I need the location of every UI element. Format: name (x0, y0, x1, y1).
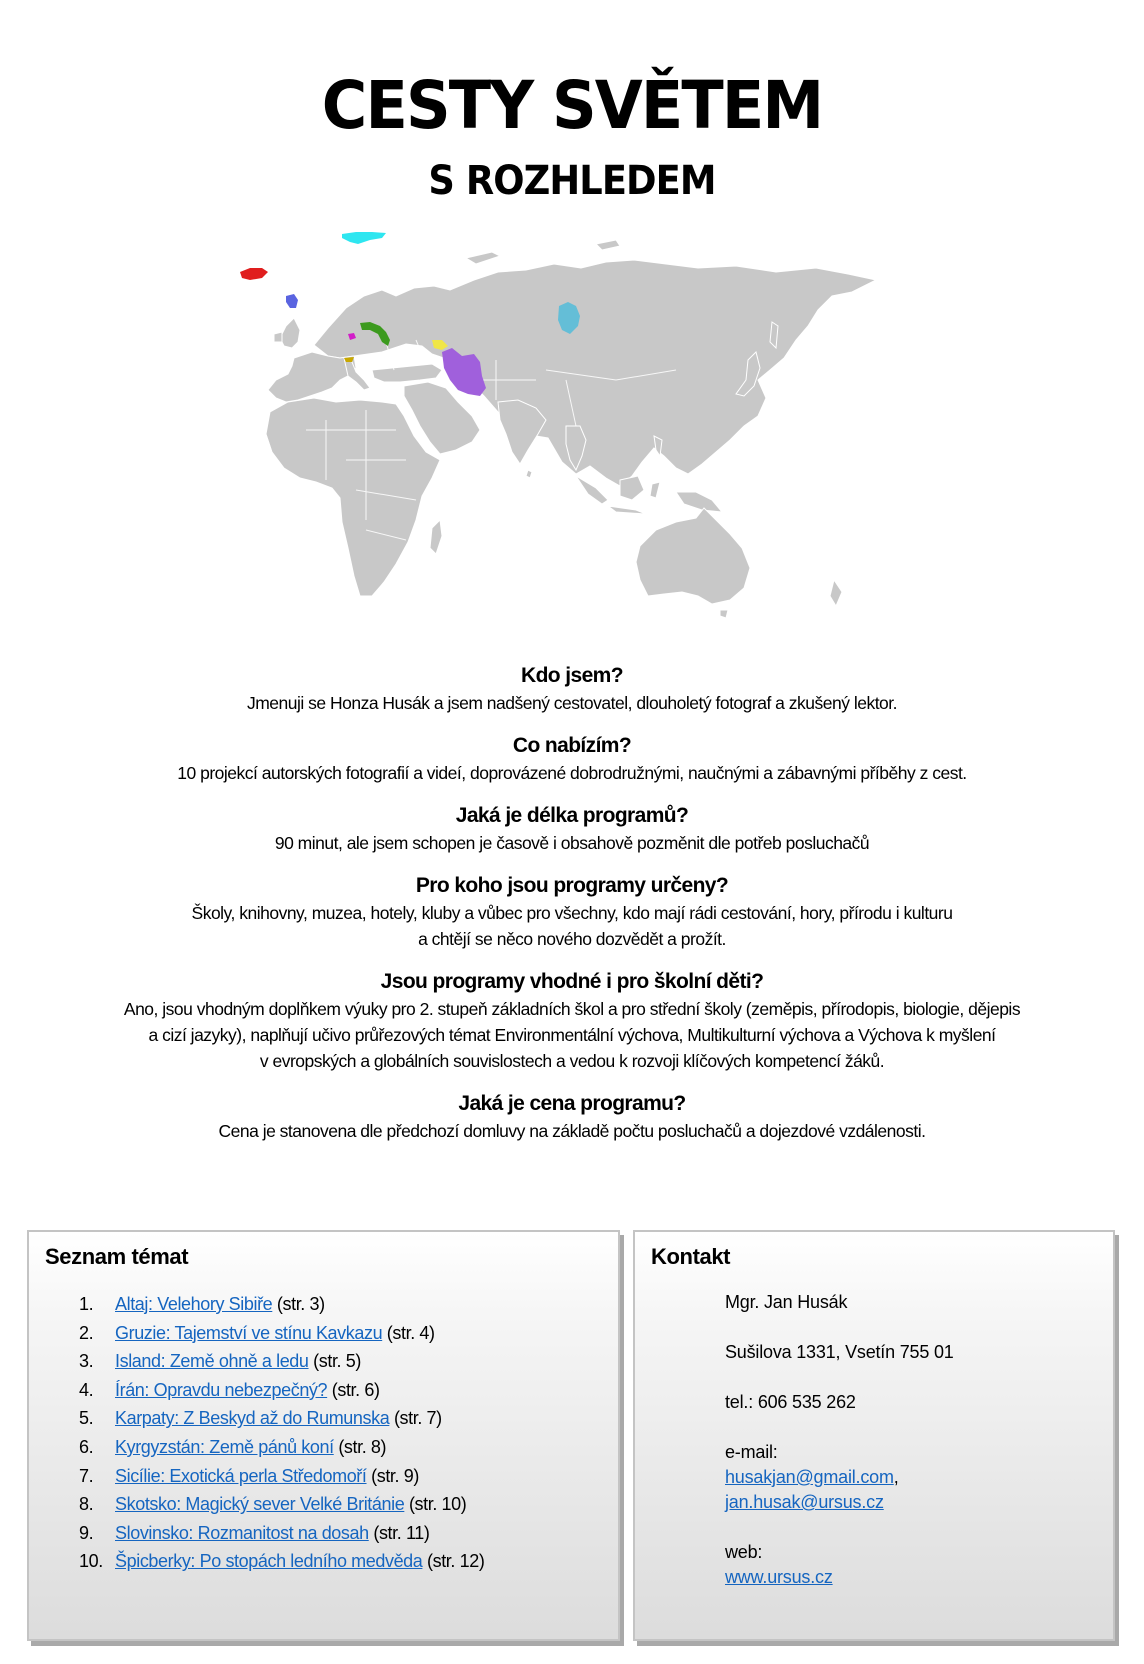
topic-link[interactable]: Skotsko: Magický sever Velké Británie (115, 1494, 405, 1515)
map-region-spicberky (342, 232, 386, 244)
faq-question: Pro koho jsou programy určeny? (415, 874, 729, 897)
contact-email-block (725, 1440, 954, 1515)
contact-details (725, 1290, 954, 1615)
topic-link[interactable]: Karpaty: Z Beskyd až do Rumunska (115, 1408, 390, 1429)
faq-question: Jaká je cena programu? (458, 1092, 686, 1115)
faq-item-schools (20, 968, 1124, 1074)
topics-box (27, 1230, 620, 1641)
map-britain (280, 318, 300, 348)
faq-answer: 90 minut, ale jsem schopen je časově i obsahově pozměnit dle potřeb posluchačů (274, 833, 870, 853)
faq-answer: Cena je stanovena dle předchozí domluvy na základě počtu posluchačů a dojezdové vzdálenosti. (218, 1121, 926, 1141)
topic-page: (str. 4) (386, 1322, 435, 1343)
topic-number: 4. (79, 1379, 94, 1400)
topic-item (79, 1519, 484, 1548)
topic-page: (str. 9) (371, 1465, 419, 1486)
topic-item (79, 1319, 484, 1348)
topic-item (79, 1462, 484, 1491)
topic-item (79, 1376, 484, 1405)
faq-answer: 10 projekcí autorských fotografií a videí, doprovázené dobrodružnými, naučnými a zábavnými příběhy z cest. (177, 763, 967, 783)
map-sulawesi (650, 482, 660, 498)
faq-item-offer (20, 732, 1124, 786)
topic-number: 5. (79, 1408, 94, 1429)
faq-item-audience (20, 872, 1124, 952)
faq-answer: Školy, knihovny, muzea, hotely, kluby a vůbec pro všechny, kdo mají rádi cestování, hory, přírodu i kulturu a chtějí se něco nového dozvědět a prožít. (191, 903, 953, 949)
map-western-europe (268, 352, 356, 402)
topic-page: (str. 3) (276, 1294, 325, 1314)
topic-link[interactable]: Gruzie: Tajemství ve stínu Kavkazu (115, 1322, 383, 1343)
faq-item-who (20, 662, 1124, 716)
topic-number: 7. (79, 1465, 94, 1486)
contact-email-label: e-mail: (725, 1442, 778, 1462)
topic-page: (str. 7) (393, 1408, 442, 1429)
topic-page: (str. 8) (338, 1436, 387, 1457)
map-ireland (274, 332, 282, 342)
topic-number: 2. (79, 1322, 94, 1343)
map-severnaya-zemlya (596, 240, 620, 250)
map-region-island (240, 268, 268, 280)
topic-item (79, 1404, 484, 1433)
topic-page: (str. 11) (373, 1522, 430, 1543)
topics-list (79, 1290, 484, 1576)
map-madagascar (430, 520, 442, 554)
topic-page: (str. 5) (313, 1351, 361, 1372)
topic-number: 8. (79, 1494, 94, 1515)
topic-link[interactable]: Slovinsko: Rozmanitost na dosah (115, 1522, 369, 1543)
topic-link[interactable]: Sicílie: Exotická perla Středomoří (115, 1465, 367, 1486)
faq-answer: Ano, jsou vhodným doplňkem výuky pro 2. stupeň základních škol a pro střední školy (zeměpis, přírodopis, biologie, dějepis a cizí jazyky), naplňují učivo průřezových témat Environmentální výchova, Multikulturní výchova a Výchova k myšlení v evropských a globálních souvislostech a vedou k rozvoji klíčových kompetencí žáků. (123, 999, 1021, 1071)
email-link-gmail[interactable]: husakjan@gmail.com (725, 1467, 894, 1487)
faq-answer: Jmenuji se Honza Husák a jsem nadšený cestovatel, dlouholetý fotograf a zkušený lektor. (246, 693, 898, 713)
topic-page: (str. 6) (331, 1379, 380, 1400)
faq-item-price (20, 1090, 1124, 1144)
map-new-guinea (676, 492, 722, 512)
faq-question: Kdo jsem? (521, 664, 623, 687)
contact-box (633, 1230, 1115, 1641)
email-separator: , (893, 1467, 899, 1487)
faq-section (20, 662, 1124, 1160)
contact-address: Sušilova 1331, Vsetín 755 01 (725, 1342, 954, 1362)
page-title: CESTY SVĚTEM (321, 67, 823, 144)
map-africa (266, 398, 440, 596)
contact-name: Mgr. Jan Husák (725, 1292, 848, 1312)
world-map (236, 230, 906, 640)
map-borneo (620, 476, 644, 500)
email-link-ursus[interactable]: jan.husak@ursus.cz (725, 1492, 884, 1512)
topic-number: 6. (79, 1436, 94, 1457)
map-turkey (372, 364, 442, 382)
topic-item (79, 1433, 484, 1462)
topic-item (79, 1547, 484, 1576)
map-novaya-zemlya (466, 252, 500, 264)
topic-number: 1. (79, 1294, 94, 1314)
topic-page: (str. 12) (427, 1551, 485, 1572)
topic-number: 9. (79, 1522, 94, 1543)
topic-number: 3. (79, 1351, 94, 1372)
map-indonesia (576, 476, 608, 504)
topics-title: Seznam témat (45, 1244, 189, 1269)
topic-link[interactable]: Kyrgyzstán: Země pánů koní (115, 1436, 334, 1457)
map-new-zealand (830, 580, 842, 606)
contact-phone: tel.: 606 535 262 (725, 1392, 856, 1412)
page-subtitle: S ROZHLEDEM (428, 158, 716, 204)
topic-number: 10. (79, 1551, 103, 1572)
topic-link[interactable]: Írán: Opravdu nebezpečný? (115, 1379, 328, 1400)
contact-title: Kontakt (651, 1244, 731, 1269)
topic-item (79, 1290, 484, 1319)
map-region-skotsko (286, 294, 298, 308)
topic-link[interactable]: Špicberky: Po stopách ledního medvěda (115, 1551, 423, 1572)
web-link[interactable]: www.ursus.cz (725, 1567, 833, 1587)
map-italy (344, 358, 370, 390)
faq-question: Jaká je délka programů? (455, 804, 689, 827)
contact-web-label: web: (725, 1542, 763, 1562)
topic-item (79, 1490, 484, 1519)
topic-item (79, 1347, 484, 1376)
contact-web-block (725, 1540, 954, 1590)
map-philippines (654, 436, 662, 456)
faq-question: Co nabízím? (512, 734, 632, 757)
map-australia (636, 508, 750, 604)
map-sri-lanka (526, 470, 532, 478)
topic-link[interactable]: Island: Země ohně a ledu (115, 1351, 309, 1372)
faq-question: Jsou programy vhodné i pro školní děti? (380, 970, 764, 993)
faq-item-length (20, 802, 1124, 856)
topic-link[interactable]: Altaj: Velehory Sibiře (115, 1294, 273, 1314)
map-tasmania (720, 610, 728, 618)
topic-page: (str. 10) (408, 1494, 467, 1515)
map-java (608, 506, 646, 514)
